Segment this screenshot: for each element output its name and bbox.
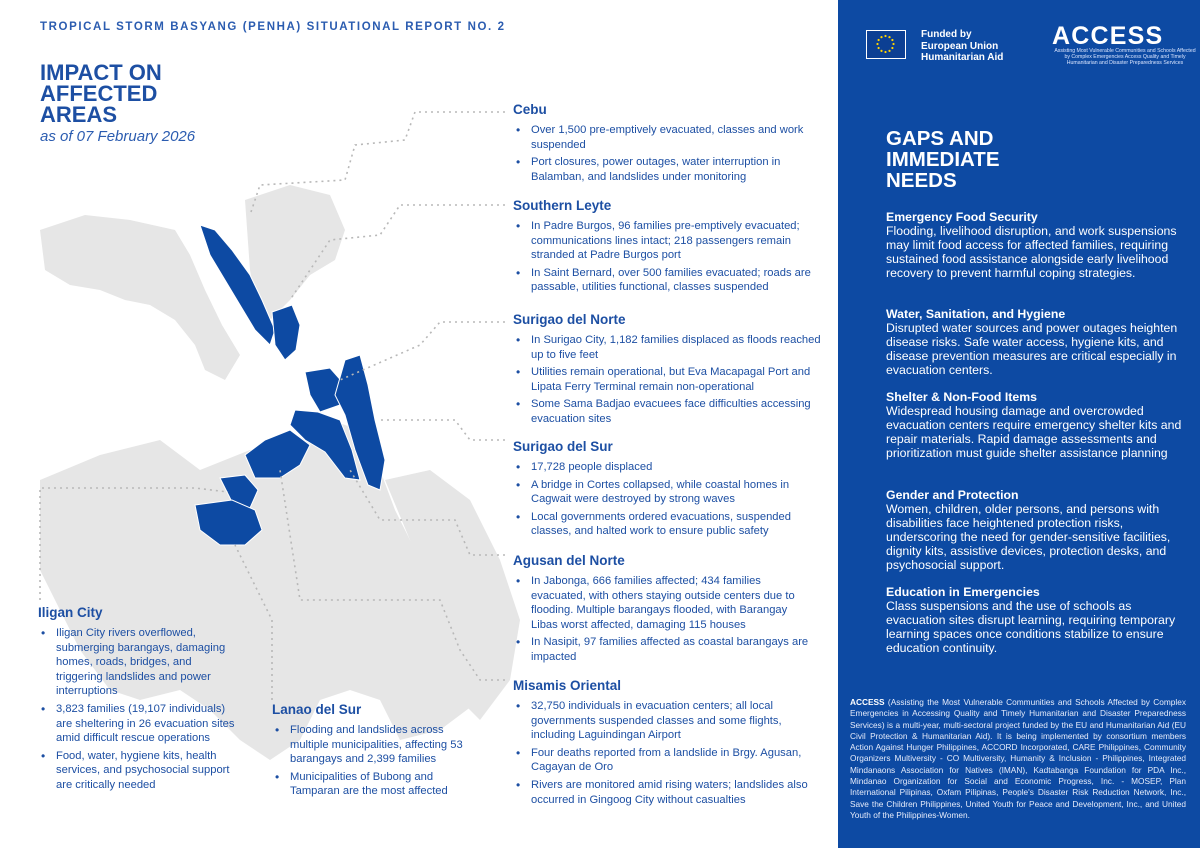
need-heading: Water, Sanitation, and Hygiene: [886, 307, 1066, 321]
list-item: • Municipalities of Bubong and Tamparan are the most affected: [290, 770, 472, 799]
gaps-panel: [838, 0, 1200, 848]
region-iligan-city: [38, 605, 238, 796]
region-bullets: [513, 699, 813, 807]
eu-flag-logo: [866, 30, 906, 59]
region-name: Agusan del Norte: [513, 553, 625, 568]
access-logo: ACCESS: [1052, 22, 1164, 50]
need-education: [886, 585, 1186, 655]
list-item: • Four deaths reported from a landslide in Brgy. Agusan, Cagayan de Oro: [531, 746, 813, 775]
region-surigao-del-norte: [513, 312, 823, 430]
region-bullets: [272, 723, 472, 799]
region-name: Cebu: [513, 102, 547, 117]
need-gender-protection: [886, 488, 1186, 572]
list-item: • In Jabonga, 666 families affected; 434 families evacuated, with others staying outside centers due to flooding. Multiple barangays flooded, with Barangay Libas worst affected, damaging 115 houses: [531, 574, 813, 632]
highlight-southern-leyte: [272, 305, 300, 360]
connector-surigao-del-sur: [380, 420, 505, 440]
list-item: • In Nasipit, 97 families affected as coastal barangays are impacted: [531, 635, 813, 664]
access-tagline: Assisting Most Vulnerable Communities and Schools Affected by Complex Emergencies Access Quality and Timely Humanitarian and Disaster Preparedness Services: [1054, 48, 1196, 67]
list-item: • In Surigao City, 1,182 families displaced as floods reached up to five feet: [531, 333, 823, 362]
region-surigao-del-sur: [513, 439, 813, 542]
region-bullets: [513, 460, 813, 539]
need-heading: Education in Emergencies: [886, 585, 1040, 599]
need-text: Widespread housing damage and overcrowded evacuation centers require emergency shelter kits and repair materials. Rapid damage assessments and prioritization must guide shelter assistance planning: [886, 404, 1182, 460]
need-wash: [886, 307, 1186, 377]
list-item: • A bridge in Cortes collapsed, while coastal homes in Cagwait were destroyed by strong waves: [531, 478, 813, 507]
list-item: • In Saint Bernard, over 500 families evacuated; roads are passable, utilities functional, classes suspended: [531, 266, 823, 295]
about-access: [850, 697, 1186, 821]
list-item: • Iligan City rivers overflowed, submerging barangays, damaging homes, roads, bridges, and triggering landslides and power interruptions: [56, 626, 238, 699]
region-bullets: [513, 333, 823, 427]
gaps-title: GAPS AND IMMEDIATE NEEDS: [886, 127, 1000, 192]
need-shelter-nfi: [886, 390, 1186, 460]
region-bullets: [513, 574, 813, 665]
need-text: Women, children, older persons, and persons with disabilities face heightened protection risks, underscoring the need for gender-sensitive facilities, dignity kits, assistive devices, protection desks, and psychosocial support.: [886, 502, 1171, 572]
list-item: • Utilities remain operational, but Eva Macapagal Port and Lipata Ferry Terminal remain non-operational: [531, 365, 823, 394]
region-bullets: [513, 219, 823, 295]
need-heading: Emergency Food Security: [886, 210, 1038, 224]
list-item: • 3,823 families (19,107 individuals) are sheltering in 26 evacuation sites amid difficult rescue operations: [56, 702, 238, 746]
list-item: • 17,728 people displaced: [531, 460, 813, 475]
need-heading: Shelter & Non-Food Items: [886, 390, 1037, 404]
region-bullets: [38, 626, 238, 793]
list-item: • Food, water, hygiene kits, health services, and psychosocial support are critically needed: [56, 749, 238, 793]
list-item: • Local governments ordered evacuations, suspended classes, and halted work to ensure public safety: [531, 510, 813, 539]
region-agusan-del-norte: [513, 553, 813, 668]
as-of-date: as of 07 February 2026: [40, 128, 196, 145]
region-name: Surigao del Sur: [513, 439, 613, 454]
eu-funding-text: Funded by European Union Humanitarian Aid: [921, 29, 1004, 63]
about-text: (Assisting the Most Vulnerable Communities and Schools Affected by Complex Emergencies in Accessing Quality and Timely Humanitarian and Disaster Preparedness Services) is a multi-year, multi-sectoral project funded by the EU and Humanitarian Aid (EU Civil Protection & Humanitarian Aid). It is being implemented by consortium members Action Against Hunger Philippines, ACCORD Incorporated, CARE Philippines, Community Organizers Multiversity - CO Multiversity, Humanity & Inclusion - Philippines, Integrated Mindanaons Association for Natives (IMAN), Kadtabanga Foundation for PDA Inc., Mindanao Organization for Social and Economic Progress, Inc. - MOSEP, Plan International Pilipinas, Oxfam Pilipinas, People's Disaster Risk Reduction Network, Inc., Save the Children Philippines, United Youth for Peace and Development, Inc., and United Youth of the Philippines-Women.: [850, 697, 1186, 820]
list-item: • Port closures, power outages, water interruption in Balamban, and landslides under monitoring: [531, 155, 813, 184]
page-title: IMPACT ON AFFECTED AREAS: [40, 60, 162, 127]
region-cebu: [513, 102, 813, 187]
region-southern-leyte: [513, 198, 823, 298]
region-lanao-del-sur: [272, 702, 472, 802]
about-name: ACCESS: [850, 697, 885, 707]
list-item: • 32,750 individuals in evacuation centers; all local governments suspended classes and some flights, including Laguindingan Airport: [531, 699, 813, 743]
need-text: Flooding, livelihood disruption, and work suspensions may limit food access for affected families, requiring sustained food assistance alongside early livelihood recovery to prevent harmful coping strategies.: [886, 224, 1177, 280]
report-header: TROPICAL STORM BASYANG (PENHA) SITUATIONAL REPORT NO. 2: [40, 21, 506, 33]
region-name: Southern Leyte: [513, 198, 612, 213]
need-text: Disrupted water sources and power outages heighten disease risks. Safe water access, hygiene kits, and disease prevention measures are critical especially in evacuation centers.: [886, 321, 1178, 377]
region-name: Surigao del Norte: [513, 312, 626, 327]
need-text: Class suspensions and the use of schools as evacuation sites disrupt learning, requiring temporary learning spaces once conditions stabilize to ensure education continuity.: [886, 599, 1176, 655]
region-name: Misamis Oriental: [513, 678, 622, 693]
need-heading: Gender and Protection: [886, 488, 1019, 502]
region-misamis-oriental: [513, 678, 813, 810]
need-food-security: [886, 210, 1186, 280]
list-item: • Over 1,500 pre-emptively evacuated, classes and work suspended: [531, 123, 813, 152]
region-name: Lanao del Sur: [272, 702, 362, 717]
list-item: • Some Sama Badjao evacuees face difficulties accessing evacuation sites: [531, 397, 823, 426]
list-item: • Rivers are monitored amid rising waters; landslides also occurred in Gingoog City without casualties: [531, 778, 813, 807]
list-item: • Flooding and landslides across multiple municipalities, affecting 53 barangays and 2,399 families: [290, 723, 472, 767]
eu-stars-icon: [867, 31, 904, 57]
region-name: Iligan City: [38, 605, 103, 620]
list-item: • In Padre Burgos, 96 families pre-emptively evacuated; communications lines intact; 218 passengers remain stranded at Padre Burgos port: [531, 219, 823, 263]
region-bullets: [513, 123, 813, 184]
